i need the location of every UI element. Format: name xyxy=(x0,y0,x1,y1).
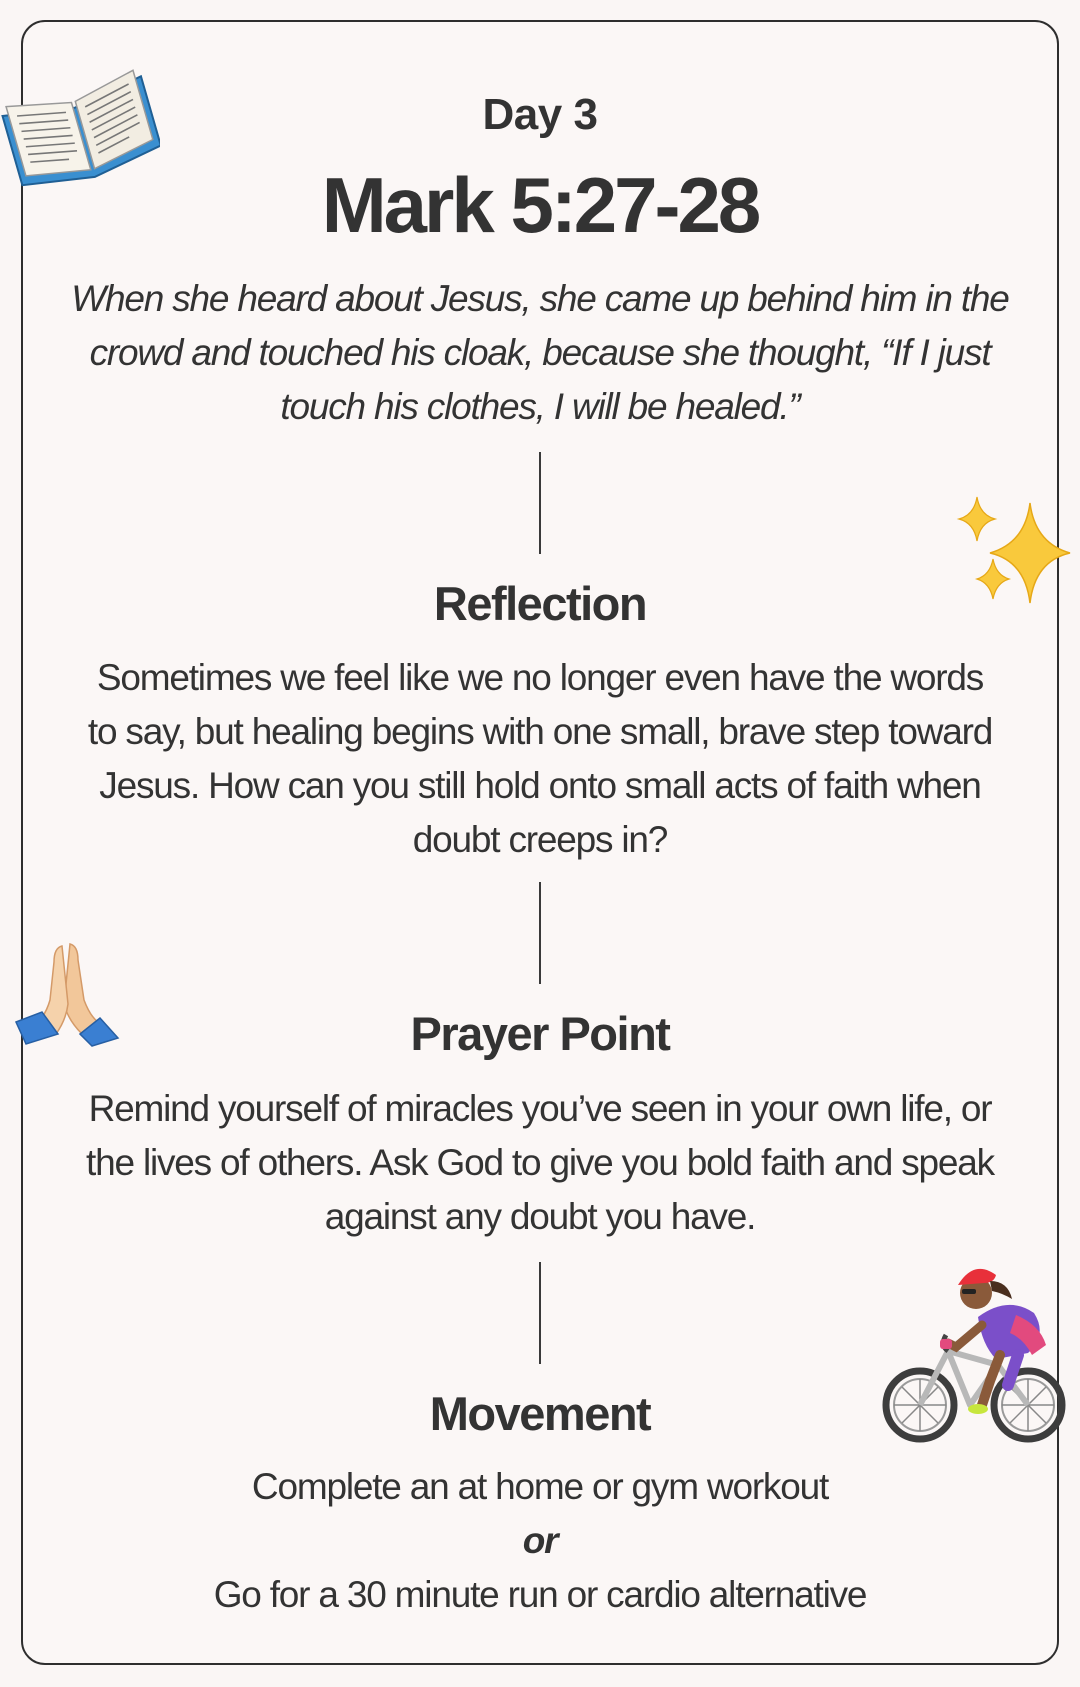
divider xyxy=(539,1262,541,1364)
divider xyxy=(539,882,541,984)
scripture-reference: Mark 5:27-28 xyxy=(321,161,759,249)
movement-option-1: Complete an at home or gym workout xyxy=(251,1466,829,1507)
prayer-point-body: Remind yourself of miracles you’ve seen in your own life, or the lives of others. Ask God to give you bold faith and speak against any doubt you have. xyxy=(86,1088,994,1237)
movement-or: or xyxy=(522,1520,558,1561)
reflection-body: Sometimes we feel like we no longer even have the words to say, but healing begins with one small, brave step toward Jesus. How can you still hold onto small acts of faith when doubt creeps in? xyxy=(87,657,993,860)
scripture-verse: When she heard about Jesus, she came up behind him in the crowd and touched his cloak, because she thought, “If I just touch his clothes, I will be healed.” xyxy=(71,278,1009,427)
reflection-title: Reflection xyxy=(433,577,647,630)
divider xyxy=(539,452,541,554)
day-label: Day 3 xyxy=(482,90,598,139)
movement-title: Movement xyxy=(429,1387,651,1440)
movement-body xyxy=(80,1460,1000,1622)
prayer-point-title: Prayer Point xyxy=(410,1007,670,1060)
movement-option-2: Go for a 30 minute run or cardio alternative xyxy=(213,1574,867,1615)
